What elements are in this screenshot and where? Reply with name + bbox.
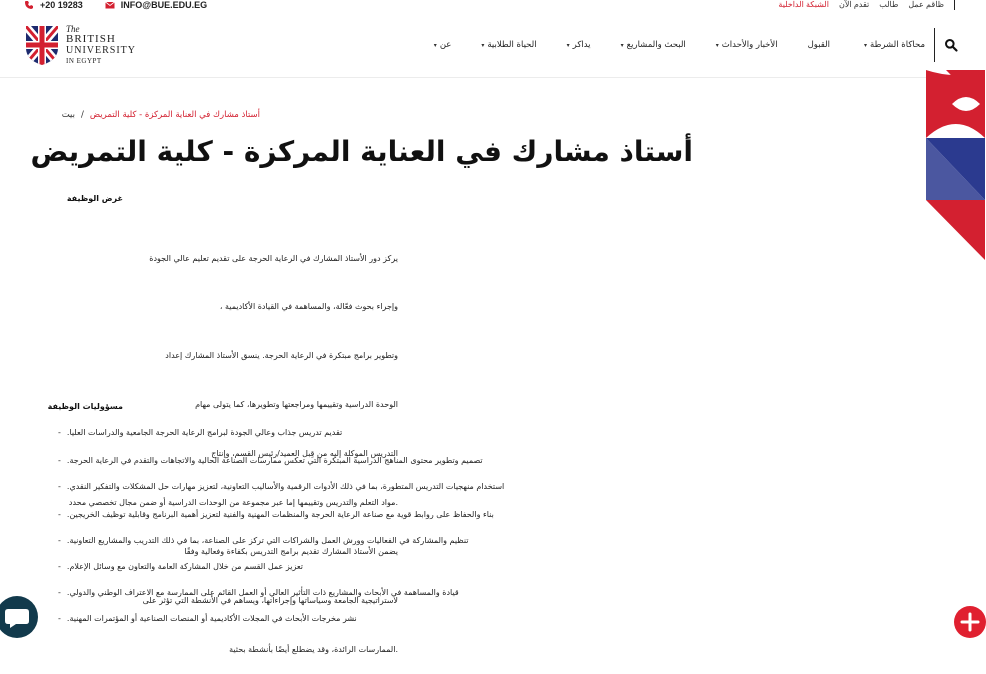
logo-british: BRITISH bbox=[66, 33, 116, 45]
nav-item-about[interactable] bbox=[434, 40, 452, 50]
responsibility-text: .استخدام منهجيات التدريس المتطورة، بما في ذلك الأدوات الرقمية والأساليب التعاونية، لتعزيز مهارات حل المشكلات والتفكير النقدي bbox=[66, 482, 505, 491]
logo-in-egypt: IN EGYPT bbox=[66, 57, 102, 65]
site-header bbox=[0, 14, 985, 78]
breadcrumb-separator: / bbox=[80, 110, 84, 120]
decorative-pattern bbox=[926, 70, 985, 270]
logo-the: The bbox=[66, 24, 80, 34]
contact-info bbox=[24, 0, 207, 10]
phone-icon bbox=[24, 0, 34, 10]
chevron-down-icon: ▾ bbox=[566, 41, 570, 49]
responsibility-item bbox=[58, 482, 504, 491]
toplink-apply[interactable]: تقدم الآن bbox=[838, 0, 870, 9]
nav-label: عن bbox=[439, 40, 452, 50]
top-links bbox=[778, 0, 955, 10]
toplink-staff[interactable]: ظاقم عمل bbox=[908, 0, 944, 9]
list-dash: - bbox=[58, 536, 61, 545]
plus-icon bbox=[954, 606, 986, 638]
mail-icon bbox=[105, 0, 115, 10]
toplink-student[interactable]: طالب bbox=[879, 0, 899, 9]
nav-label: البحث والمشاريع bbox=[626, 40, 686, 50]
chat-button[interactable] bbox=[0, 596, 38, 638]
chevron-down-icon: ▾ bbox=[481, 41, 485, 49]
search-icon[interactable] bbox=[944, 38, 958, 52]
purpose-line: التدريس الموكلة إليه من قِبل العميد/رئيس القسم، وإنتاج bbox=[211, 449, 398, 459]
purpose-line: يضمن الأستاذ المشارك تقديم برامج التدريس بكفاءة وفعالية وفقًا bbox=[184, 546, 398, 556]
chevron-down-icon: ▾ bbox=[433, 41, 437, 49]
logo-text bbox=[66, 25, 136, 65]
nav-label: يداكر bbox=[572, 40, 591, 50]
responsibilities-heading: مسؤوليات الوظيفة bbox=[47, 402, 123, 411]
toplink-intranet[interactable]: الشبكة الداخلية bbox=[778, 0, 829, 9]
chevron-down-icon: ▾ bbox=[620, 41, 624, 49]
list-dash: - bbox=[58, 510, 61, 519]
top-links-divider bbox=[954, 0, 955, 10]
responsibility-item bbox=[58, 428, 342, 437]
purpose-line: لاستراتيجية الجامعة وسياساتها وإجراءاتها، ويساهم في الأنشطة التي تؤثر على bbox=[142, 595, 398, 605]
nav-label: الحياة الطلابية bbox=[487, 40, 537, 50]
nav-label: القبول bbox=[807, 40, 831, 50]
chat-bubble-icon bbox=[0, 596, 38, 638]
responsibility-item bbox=[58, 536, 468, 545]
list-dash: - bbox=[58, 456, 61, 465]
purpose-heading: غرض الوظيفة bbox=[66, 194, 123, 203]
nav-item-research-projects[interactable] bbox=[621, 40, 686, 50]
responsibility-text: .قيادة والمساهمة في الأبحاث والمشاريع ذات التأثير العالي أو العمل القائم على الممارسة مع الاعتراف الوطني والدولي bbox=[66, 588, 459, 597]
list-dash: - bbox=[58, 428, 61, 437]
purpose-line: وإجراء بحوث فعّالة، والمساهمة في القيادة الأكاديمية ، bbox=[219, 302, 398, 312]
union-jack-shield-icon bbox=[24, 24, 60, 66]
purpose-line: وتطوير برامج مبتكرة في الرعاية الحرجة. ينسق الأستاذ المشارك إعداد bbox=[165, 351, 398, 361]
chevron-down-icon: ▾ bbox=[715, 41, 719, 49]
responsibility-text: .تنظيم والمشاركة في الفعاليات وورش العمل والشراكات التي تركز على الصناعة، بما في ذلك التدريب والمشاريع التعاونية bbox=[66, 536, 469, 545]
email-link[interactable] bbox=[105, 0, 207, 10]
plus-fab-button[interactable] bbox=[954, 606, 986, 638]
responsibility-item bbox=[58, 456, 483, 465]
purpose-line: .مواد التعلم والتدريس وتقييمها إما عبر مجموعة من الوحدات الدراسية أو ضمن مجال تخصصي محدد bbox=[68, 498, 398, 508]
nav-item-student-life[interactable] bbox=[481, 40, 536, 50]
list-dash: - bbox=[58, 562, 61, 571]
top-bar bbox=[0, 0, 985, 14]
list-dash: - bbox=[58, 482, 61, 491]
nav-item-admissions[interactable] bbox=[808, 40, 830, 50]
email-address: INFO@BUE.EDU.EG bbox=[120, 0, 208, 10]
nav-item-police-simulation[interactable] bbox=[864, 40, 925, 50]
purpose-paragraph bbox=[58, 218, 398, 674]
responsibility-item bbox=[58, 588, 459, 597]
page-title: أستاذ مشارك في العناية المركزة - كلية التمريض bbox=[30, 135, 693, 168]
nav-label: محاكاة الشرطة bbox=[870, 40, 925, 50]
responsibility-text: .تعزيز عمل القسم من خلال المشاركة العامة والتعاون مع وسائل الإعلام bbox=[66, 562, 303, 571]
list-dash: - bbox=[58, 588, 61, 597]
breadcrumb bbox=[62, 110, 260, 120]
responsibility-text: .نشر مخرجات الأبحاث في المجلات الأكاديمية أو المنصات الصناعية أو المؤتمرات المهنية bbox=[66, 614, 357, 623]
responsibility-text: .تقديم تدريس جذاب وعالي الجودة لبرامج الرعاية الحرجة الجامعية والدراسات العليا bbox=[66, 428, 343, 437]
responsibility-item bbox=[58, 614, 357, 623]
nav-label: الأخبار والأحداث bbox=[721, 40, 778, 50]
chevron-down-icon: ▾ bbox=[864, 41, 868, 49]
breadcrumb-home[interactable]: بيت bbox=[61, 110, 75, 120]
breadcrumb-current: أستاذ مشارك في العناية المركزة - كلية التمريض bbox=[89, 110, 260, 120]
main-nav bbox=[434, 40, 925, 50]
nav-divider bbox=[934, 28, 935, 62]
logo-university: UNIVERSITY bbox=[66, 45, 136, 56]
purpose-line: الوحدة الدراسية وتقييمها ومراجعتها وتطويرها، كما يتولى مهام bbox=[195, 400, 398, 410]
university-logo[interactable] bbox=[24, 24, 136, 66]
nav-item-study[interactable] bbox=[567, 40, 591, 50]
responsibility-item bbox=[58, 562, 303, 571]
responsibility-item bbox=[58, 510, 494, 519]
responsibility-text: .تصميم وتطوير محتوى المناهج الدراسية المبتكرة التي تعكس ممارسات الصناعة الحالية والاتجاهات والتقدم في الرعاية الحرجة bbox=[66, 456, 483, 465]
list-dash: - bbox=[58, 614, 61, 623]
phone-number: +20 19283 bbox=[40, 0, 83, 10]
purpose-line: .الممارسات الرائدة، وقد يضطلع أيضًا بأنشطة بحثية bbox=[229, 644, 398, 654]
phone-link[interactable] bbox=[24, 0, 83, 10]
responsibility-text: .بناء والحفاظ على روابط قوية مع صناعة الرعاية الحرجة والمنظمات المهنية والفنية لتعزيز أهمية البرنامج وقابلية توظيف الخريجين bbox=[66, 510, 494, 519]
purpose-line: يركز دور الأستاذ المشارك في الرعاية الحرجة على تقديم تعليم عالي الجودة bbox=[149, 253, 398, 263]
nav-item-news-events[interactable] bbox=[716, 40, 778, 50]
